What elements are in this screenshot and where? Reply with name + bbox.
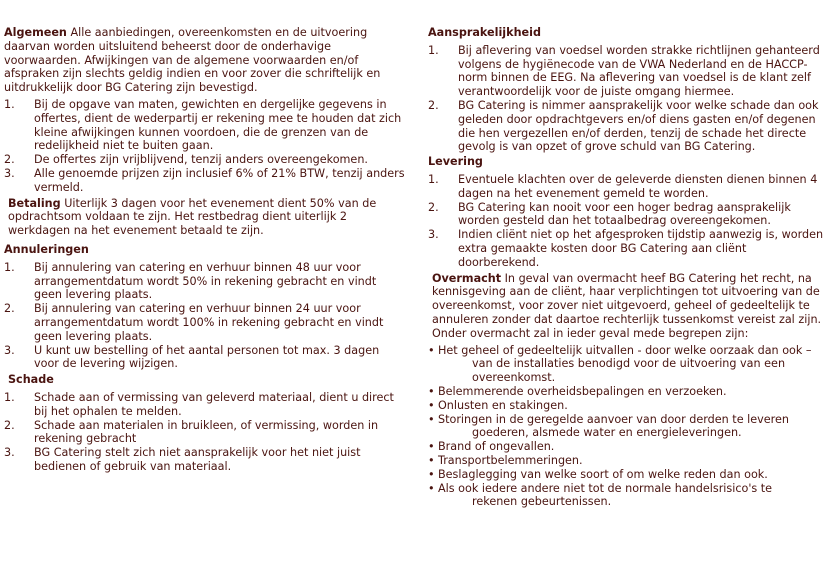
bullet-item (428, 468, 828, 482)
bullet-text: Belemmerende overheidsbepalingen en verzoeken. (438, 384, 727, 398)
levering-heading: Levering (428, 155, 483, 169)
bullet-continuation: van de installaties benodigd voor de uitvoering van een overeenkomst. (472, 357, 786, 385)
list-number: 1. (4, 97, 15, 111)
list-text: Bij annulering van catering en verhuur binnen 24 uur voor arrangementdatum wordt 100% in rekening gebracht en vindt geen levering plaats. (34, 302, 384, 343)
list-number: 1. (428, 43, 439, 57)
list-number: 3. (4, 166, 15, 180)
list-number: 2. (428, 200, 439, 214)
list-item (4, 446, 406, 474)
list-item (4, 167, 406, 195)
list-text: Bij de opgave van maten, gewichten en dergelijke gegevens in offertes, dient de wederpartij er rekening mee te houden dat zich kleine afwijkingen kunnen voordoen, die de grenzen van de redelijkheid niet te buiten gaan. (34, 97, 402, 153)
list-item (428, 44, 828, 99)
betaling-heading: Betaling (8, 196, 61, 210)
bullet-icon: • (428, 343, 435, 357)
bullet-continuation: goederen, alsmede water en energieleveringen. (472, 426, 742, 440)
algemeen-text: Alle aanbiedingen, overeenkomsten en de uitvoering daarvan worden uitsluitend beheerst door de onderhavige voorwaarden. Afwijkingen van de algemene voorwaarden en/of afspraken zijn slechts geldig indien en voor zover die schriftelijk en uitdrukkelijk door BG Catering zijn bevestigd. (4, 26, 381, 95)
betaling-paragraph (4, 197, 406, 238)
list-number: 1. (428, 172, 439, 186)
bullet-icon: • (428, 412, 435, 426)
levering-list (428, 173, 828, 270)
list-item (4, 153, 406, 167)
bullet-item (428, 344, 828, 385)
list-text: U kunt uw bestelling of het aantal personen tot max. 3 dagen voor de levering wijzigen. (34, 343, 380, 371)
list-text: Bij annulering van catering en verhuur binnen 48 uur voor arrangementdatum wordt 50% in rekening gebracht en vindt geen levering plaats. (34, 260, 377, 302)
schade-list (4, 391, 406, 474)
list-text: Eventuele klachten over de geleverde diensten dienen binnen 4 dagen na het evenement gemeld te worden. (458, 172, 818, 200)
overmacht-paragraph (428, 272, 828, 341)
bullet-text: Storingen in de geregelde aanvoer van door derden te leveren (438, 412, 789, 426)
overmacht-text: In geval van overmacht heef BG Catering het recht, na kennisgeving aan de cliënt, haar verplichtingen tot uitvoering van de overeenkomst, voor zover niet uitgevoerd, geheel of gedeeltelijk te annuleren zonder dat daartoe rechterlijk tussenkomst vereist zal zijn. Onder overmacht zal in ieder geval mede begrepen zijn: (432, 271, 822, 340)
annuleringen-heading: Annuleringen (4, 242, 89, 256)
list-item (4, 391, 406, 419)
bullet-icon: • (428, 398, 435, 412)
list-item (4, 302, 406, 343)
list-number: 1. (4, 260, 15, 274)
list-number: 1. (4, 390, 15, 404)
bullet-text: Het geheel of gedeeltelijk uitvallen - door welke oorzaak dan ook – (438, 343, 812, 357)
bullet-item (428, 482, 828, 510)
bullet-item (428, 413, 828, 441)
list-number: 3. (4, 446, 15, 460)
list-item (428, 228, 828, 269)
list-text: Indien cliënt niet op het afgesproken tijdstip aanwezig is, worden extra gemaakte kosten door BG Catering aan cliënt doorberekend. (458, 228, 824, 269)
bullet-text: Transportbelemmeringen. (438, 453, 583, 467)
bullet-item (428, 454, 828, 468)
bullet-icon: • (428, 481, 435, 495)
list-text: BG Catering is nimmer aansprakelijk voor welke schade dan ook geleden door opdrachtgevers en/of diens gasten en/of degenen die hen vergezellen en/of derden, tenzij de schade het directe gevolg is van opzet of grove schuld van BG Catering. (458, 98, 819, 154)
list-item (4, 419, 406, 447)
annuleringen-list (4, 261, 406, 371)
bullet-icon: • (428, 453, 435, 467)
list-text: Alle genoemde prijzen zijn inclusief 6% of 21% BTW, tenzij anders vermeld. (34, 166, 405, 194)
list-number: 2. (4, 418, 15, 432)
list-text: Schade aan of vermissing van geleverd materiaal, dient u direct bij het ophalen te melden. (34, 390, 394, 418)
bullet-icon: • (428, 467, 435, 481)
list-number: 2. (4, 302, 15, 316)
list-item (428, 201, 828, 229)
left-column (4, 26, 406, 474)
list-number: 2. (428, 98, 439, 112)
bullet-continuation: rekenen gebeurtenissen. (472, 495, 612, 509)
bullet-item (428, 385, 828, 399)
bullet-text: Brand of ongevallen. (438, 440, 555, 454)
list-text: De offertes zijn vrijblijvend, tenzij anders overeengekomen. (34, 153, 368, 167)
list-item (428, 99, 828, 154)
schade-heading: Schade (8, 373, 54, 387)
bullet-icon: • (428, 384, 435, 398)
list-number: 3. (428, 228, 439, 242)
overmacht-heading: Overmacht (432, 271, 502, 285)
list-item (4, 344, 406, 372)
betaling-text: Uiterlijk 3 dagen voor het evenement dient 50% van de opdrachtsom voldaan te zijn. Het restbedrag dient uiterlijk 2 werkdagen na het evenement betaald te zijn. (8, 196, 377, 238)
list-text: Bij aflevering van voedsel worden strakke richtlijnen gehanteerd volgens de hygiënecode van de VWA Nederland en de HACCP-norm binnen de EEG. Na aflevering van voedsel is de klant zelf verantwoordelijk voor de juiste omgang hiermee. (458, 43, 820, 99)
list-item (428, 173, 828, 201)
right-column (428, 26, 828, 509)
list-number: 3. (4, 343, 15, 357)
list-text: BG Catering stelt zich niet aansprakelijk voor het niet juist bedienen of gebruik van materiaal. (34, 446, 361, 473)
list-item (4, 98, 406, 153)
aansprakelijkheid-heading: Aansprakelijkheid (428, 26, 541, 39)
list-text: Schade aan materialen in bruikleen, of vermissing, worden in rekening gebracht (34, 418, 379, 446)
bullet-item (428, 440, 828, 454)
bullet-text: Onlusten en stakingen. (438, 398, 568, 412)
algemeen-paragraph (4, 26, 406, 95)
aansprakelijkheid-list (428, 44, 828, 154)
list-text: BG Catering kan nooit voor een hoger bedrag aansprakelijk worden gesteld dan het totaalbedrag overeengekomen. (458, 200, 791, 228)
list-item (4, 261, 406, 302)
bullet-text: Beslaglegging van welke soort of om welke reden dan ook. (438, 467, 768, 481)
bullet-item (428, 399, 828, 413)
list-number: 2. (4, 153, 15, 167)
overmacht-bullet-list (428, 344, 828, 510)
bullet-icon: • (428, 440, 435, 454)
algemeen-list (4, 98, 406, 195)
bullet-text: Als ook iedere andere niet tot de normale handelsrisico's te (438, 481, 773, 495)
algemeen-heading: Algemeen (4, 26, 67, 39)
